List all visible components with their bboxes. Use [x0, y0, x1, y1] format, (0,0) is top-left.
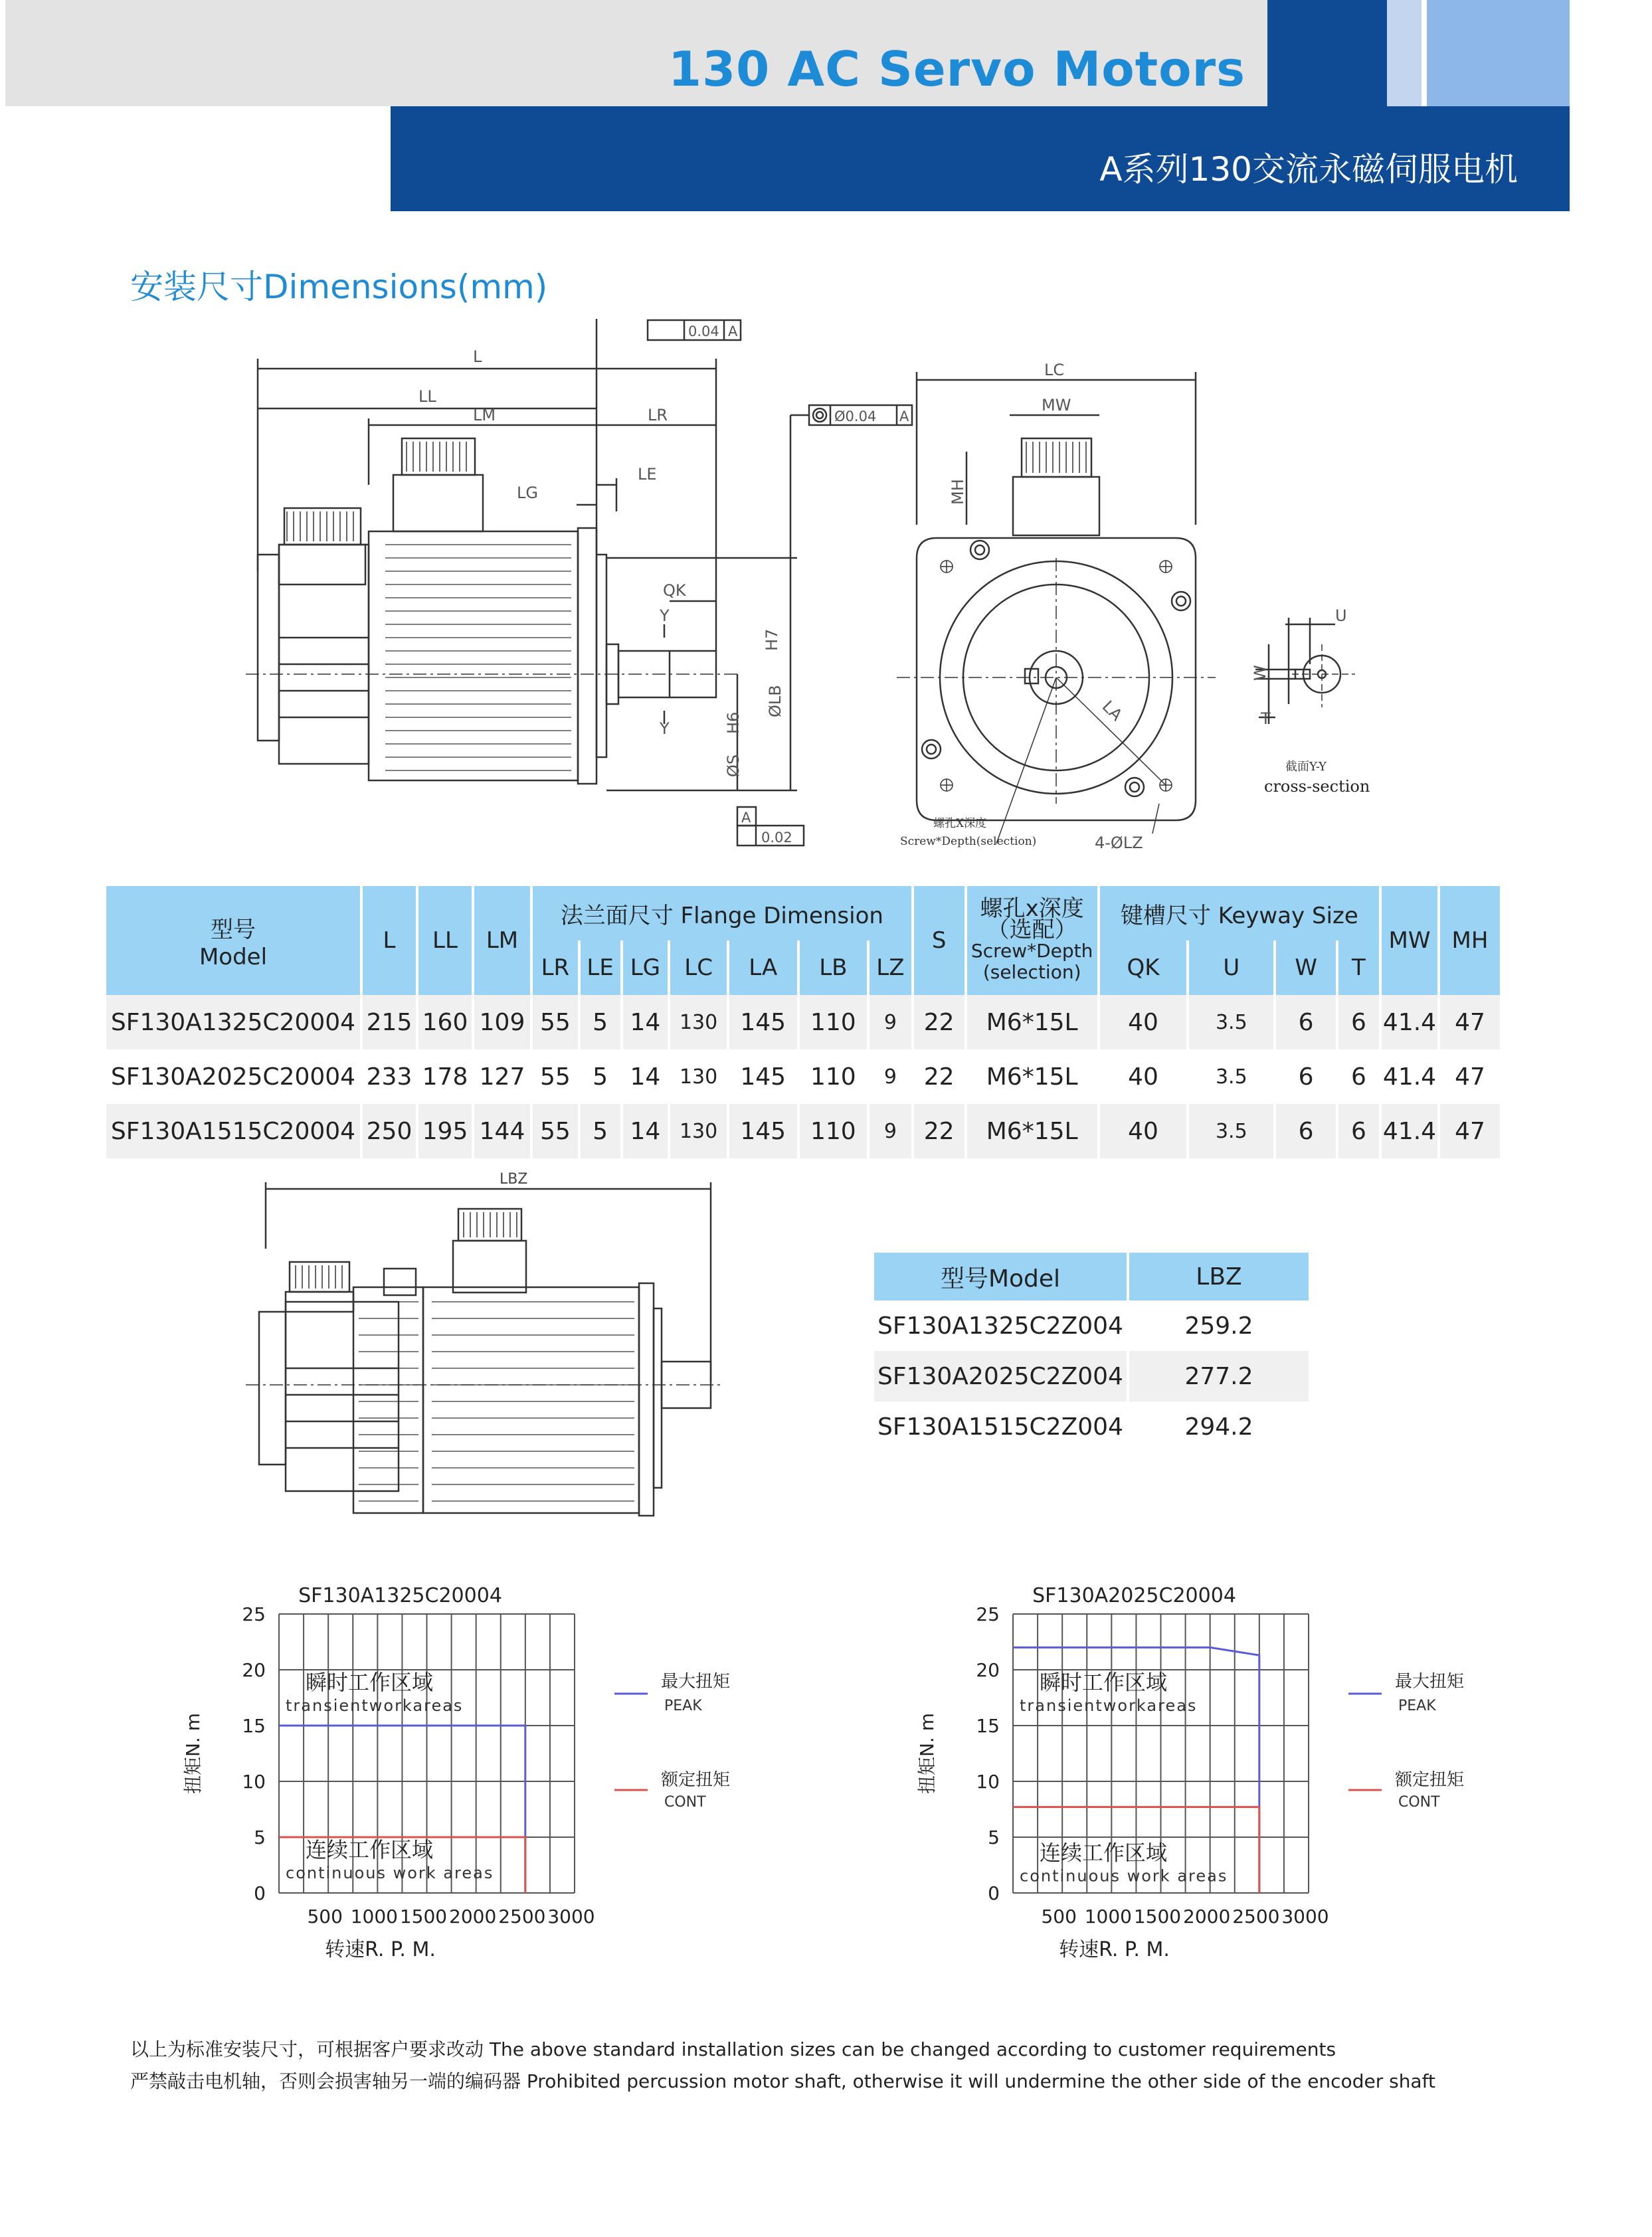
value-cell: 144	[474, 1104, 530, 1158]
dim-T: T	[1261, 709, 1271, 728]
continuous-area-label-cn: 连续工作区域	[1040, 1840, 1168, 1866]
x-tick-label: 2000	[449, 1906, 497, 1927]
th-L: L	[363, 886, 416, 995]
screw-label-cn: 螺孔X深度	[933, 817, 987, 830]
value-cell: 6	[1276, 995, 1336, 1049]
value-cell: 5	[581, 1104, 620, 1158]
value-cell: 41.4	[1382, 1104, 1437, 1158]
dim-MH: MH	[949, 479, 967, 505]
dim-W: W	[1251, 665, 1269, 681]
value-cell: M6*15L	[967, 1049, 1097, 1104]
value-cell: 109	[474, 995, 530, 1049]
dim-LR: LR	[648, 406, 668, 424]
value-cell: 6	[1338, 1049, 1379, 1104]
legend-cont-label-cn: 额定扭矩	[1395, 1770, 1465, 1790]
page-title: 130 AC Servo Motors	[668, 41, 1245, 97]
th-T: T	[1338, 940, 1379, 995]
table-row	[106, 995, 1500, 1049]
legend-peak-label-cn: 最大扭矩	[661, 1672, 731, 1692]
value-cell: 233	[363, 1049, 416, 1104]
lbz-cell: 259.2	[1129, 1300, 1309, 1351]
value-cell: 5	[581, 1049, 620, 1104]
th-U: U	[1189, 940, 1273, 995]
th-LA: LA	[729, 940, 797, 995]
th-LE: LE	[581, 940, 620, 995]
header-light-strip-2	[1427, 0, 1570, 106]
table-row	[106, 1049, 1500, 1104]
y-tick-label: 0	[988, 1882, 1000, 1904]
screw-label-en: Screw*Depth(selection)	[900, 835, 1037, 848]
value-cell: 22	[914, 1104, 964, 1158]
transient-area-label-cn: 瞬时工作区域	[1040, 1670, 1168, 1695]
dim-L: L	[473, 347, 482, 366]
header-blue-block	[1267, 0, 1387, 106]
table-row	[874, 1351, 1309, 1401]
legend-cont-label-en: CONT	[664, 1794, 706, 1811]
value-cell: 3.5	[1189, 1104, 1273, 1158]
note-1: 以上为标准安装尺寸，可根据客户要求改动 The above standard installation sizes can be changed according to customer requirements	[130, 2038, 1336, 2060]
value-cell: 47	[1440, 1104, 1500, 1158]
y-tick-label: 10	[242, 1771, 266, 1793]
th-model-cn: 型号	[211, 916, 256, 943]
y-tick-label: 0	[254, 1882, 266, 1904]
x-tick-label: 1000	[1084, 1906, 1132, 1927]
th-screw-en: Screw*Depth	[970, 940, 1093, 962]
value-cell: 55	[533, 1049, 578, 1104]
value-cell: 130	[670, 1049, 727, 1104]
dim-QK: QK	[663, 581, 686, 600]
dimension-drawings	[0, 292, 1652, 877]
th-LZ: LZ	[870, 940, 911, 995]
dim-MW: MW	[1042, 396, 1071, 414]
value-cell: 9	[870, 1104, 911, 1158]
value-cell: 110	[800, 1104, 868, 1158]
runout-tolerance: 0.02	[761, 830, 792, 846]
y-tick-label: 25	[976, 1603, 1000, 1625]
value-cell: M6*15L	[967, 1104, 1097, 1158]
model-cell: SF130A2025C2Z004	[874, 1351, 1127, 1401]
y-tick-label: 5	[254, 1827, 266, 1848]
model-cell: SF130A1515C20004	[106, 1104, 360, 1158]
th-brake-lbz: LBZ	[1129, 1253, 1309, 1300]
value-cell: 178	[418, 1049, 472, 1104]
y-tick-label: 10	[976, 1771, 1000, 1793]
table-row	[874, 1300, 1309, 1351]
x-tick-label: 3000	[547, 1906, 595, 1927]
footnotes	[130, 2034, 1435, 2098]
chart-title: SF130A1325C20004	[298, 1584, 502, 1607]
perp-datum: A	[728, 323, 738, 339]
legend-peak-label-cn: 最大扭矩	[1395, 1672, 1465, 1692]
table-row	[874, 1401, 1309, 1452]
x-tick-label: 2500	[498, 1906, 546, 1927]
y-tick-label: 25	[242, 1603, 266, 1625]
value-cell: 6	[1338, 995, 1379, 1049]
dim-LB: ØLB	[766, 685, 784, 717]
value-cell: 55	[533, 1104, 578, 1158]
continuous-area-label-en: continuous work areas	[1020, 1866, 1228, 1886]
model-cell: SF130A1325C2Z004	[874, 1300, 1127, 1351]
dim-LA: LA	[1098, 697, 1127, 725]
transient-area-label-en: transientworkareas	[286, 1696, 464, 1715]
model-cell: SF130A1325C20004	[106, 995, 360, 1049]
y-tick-label: 5	[988, 1827, 1000, 1848]
value-cell: 250	[363, 1104, 416, 1158]
dim-LC: LC	[1044, 361, 1065, 379]
y-axis-label: 扭矩N. m	[916, 1712, 938, 1795]
value-cell: 3.5	[1189, 995, 1273, 1049]
dim-Y-top: Y	[660, 606, 670, 625]
value-cell: 40	[1100, 995, 1187, 1049]
continuous-area-label-cn: 连续工作区域	[306, 1837, 434, 1862]
value-cell: 22	[914, 1049, 964, 1104]
value-cell: 47	[1440, 1049, 1500, 1104]
x-tick-label: 1500	[399, 1906, 448, 1927]
transient-area-label-cn: 瞬时工作区域	[306, 1670, 434, 1695]
th-screw-en2: (selection)	[982, 961, 1081, 983]
th-QK: QK	[1100, 940, 1187, 995]
th-flange: 法兰面尺寸 Flange Dimension	[533, 886, 911, 940]
continuous-area-label-en: continuous work areas	[286, 1864, 494, 1882]
th-screw-cn2: （选配）	[986, 917, 1077, 943]
dim-Y-bottom: Y	[660, 719, 670, 738]
dim-S: ØS	[724, 754, 743, 777]
x-tick-label: 500	[1041, 1906, 1077, 1927]
x-axis-label: 转速R. P. M.	[325, 1938, 436, 1961]
perp-tolerance: 0.04	[688, 323, 719, 339]
value-cell: 3.5	[1189, 1049, 1273, 1104]
value-cell: 14	[623, 1104, 668, 1158]
value-cell: M6*15L	[967, 995, 1097, 1049]
th-MH: MH	[1440, 886, 1500, 995]
model-cell: SF130A1515C2Z004	[874, 1401, 1127, 1452]
value-cell: 55	[533, 995, 578, 1049]
value-cell: 195	[418, 1104, 472, 1158]
value-cell: 110	[800, 995, 868, 1049]
note-2: 严禁敲击电机轴，否则会损害轴另一端的编码器 Prohibited percussion motor shaft, otherwise it will undermine the other side of the encoder shaft	[130, 2070, 1435, 2092]
x-tick-label: 2500	[1232, 1906, 1280, 1927]
th-LL: LL	[418, 886, 472, 995]
y-tick-label: 20	[976, 1659, 1000, 1681]
value-cell: 145	[729, 995, 797, 1049]
value-cell: 130	[670, 1104, 727, 1158]
th-MW: MW	[1382, 886, 1437, 995]
th-model	[106, 886, 360, 995]
th-S: S	[914, 886, 964, 995]
dim-LG: LG	[517, 484, 538, 502]
x-tick-label: 3000	[1281, 1906, 1329, 1927]
torque-chart-1	[153, 1574, 784, 1999]
brake-motor-drawing	[246, 1169, 724, 1528]
value-cell: 14	[623, 995, 668, 1049]
conc-datum: A	[899, 408, 909, 424]
lbz-cell: 277.2	[1129, 1351, 1309, 1401]
th-LM: LM	[474, 886, 530, 995]
lbz-cell: 294.2	[1129, 1401, 1309, 1452]
value-cell: 130	[670, 995, 727, 1049]
side-view-drawing	[246, 319, 912, 846]
value-cell: 160	[418, 995, 472, 1049]
x-tick-label: 1000	[350, 1906, 398, 1927]
th-screw-cn: 螺孔x深度	[980, 895, 1084, 922]
transient-area-label-en: transientworkareas	[1020, 1696, 1198, 1715]
value-cell: 41.4	[1382, 995, 1437, 1049]
conc-tolerance: Ø0.04	[834, 408, 877, 424]
value-cell: 127	[474, 1049, 530, 1104]
th-LG: LG	[623, 940, 668, 995]
value-cell: 40	[1100, 1104, 1187, 1158]
value-cell: 110	[800, 1049, 868, 1104]
y-axis-label: 扭矩N. m	[182, 1712, 204, 1795]
front-view-drawing	[897, 372, 1216, 844]
header-light-strip	[1387, 0, 1422, 106]
x-tick-label: 500	[307, 1906, 343, 1927]
value-cell: 145	[729, 1104, 797, 1158]
section-label-cn: 截面Y-Y	[1285, 760, 1327, 774]
value-cell: 40	[1100, 1049, 1187, 1104]
x-tick-label: 2000	[1183, 1906, 1231, 1927]
y-tick-label: 15	[242, 1715, 266, 1737]
value-cell: 5	[581, 995, 620, 1049]
value-cell: 6	[1276, 1104, 1336, 1158]
dim-LL: LL	[418, 387, 436, 406]
legend-cont-label-cn: 额定扭矩	[661, 1770, 731, 1790]
dim-H6: H6	[724, 711, 743, 734]
th-LR: LR	[533, 940, 578, 995]
x-tick-label: 1500	[1133, 1906, 1182, 1927]
dim-LZ: 4-ØLZ	[1095, 834, 1143, 852]
legend-peak-label-en: PEAK	[1398, 1698, 1436, 1714]
page-subtitle: A系列130交流永磁伺服电机	[1099, 150, 1518, 189]
brake-table	[872, 1253, 1311, 1452]
section-title: 安装尺寸Dimensions(mm)	[130, 268, 548, 306]
x-axis-label: 转速R. P. M.	[1059, 1938, 1170, 1961]
th-keyway: 键槽尺寸 Keyway Size	[1100, 886, 1379, 940]
section-label-en: cross-section	[1264, 777, 1370, 796]
dim-U: U	[1335, 606, 1347, 625]
value-cell: 215	[363, 995, 416, 1049]
model-cell: SF130A2025C20004	[106, 1049, 360, 1104]
th-brake-model: 型号Model	[874, 1253, 1127, 1300]
value-cell: 9	[870, 1049, 911, 1104]
y-tick-label: 15	[976, 1715, 1000, 1737]
value-cell: 14	[623, 1049, 668, 1104]
y-tick-label: 20	[242, 1659, 266, 1681]
legend-peak-label-en: PEAK	[664, 1698, 702, 1714]
table-row	[106, 1104, 1500, 1158]
th-screw	[967, 886, 1097, 995]
dim-LE: LE	[638, 465, 657, 484]
value-cell: 6	[1276, 1049, 1336, 1104]
value-cell: 41.4	[1382, 1049, 1437, 1104]
spec-table	[104, 886, 1503, 1158]
dim-H7: H7	[763, 628, 781, 651]
legend-cont-label-en: CONT	[1398, 1794, 1440, 1811]
runout-datum: A	[741, 810, 751, 826]
chart-title: SF130A2025C20004	[1032, 1584, 1236, 1607]
value-cell: 145	[729, 1049, 797, 1104]
th-LB: LB	[800, 940, 868, 995]
dim-LBZ: LBZ	[500, 1171, 528, 1188]
value-cell: 22	[914, 995, 964, 1049]
cross-section-drawing	[1255, 618, 1355, 724]
th-W: W	[1276, 940, 1336, 995]
torque-chart-2	[887, 1574, 1518, 1999]
dim-LM: LM	[473, 406, 496, 424]
value-cell: 47	[1440, 995, 1500, 1049]
th-model-en: Model	[199, 943, 268, 970]
th-LC: LC	[670, 940, 727, 995]
value-cell: 6	[1338, 1104, 1379, 1158]
value-cell: 9	[870, 995, 911, 1049]
